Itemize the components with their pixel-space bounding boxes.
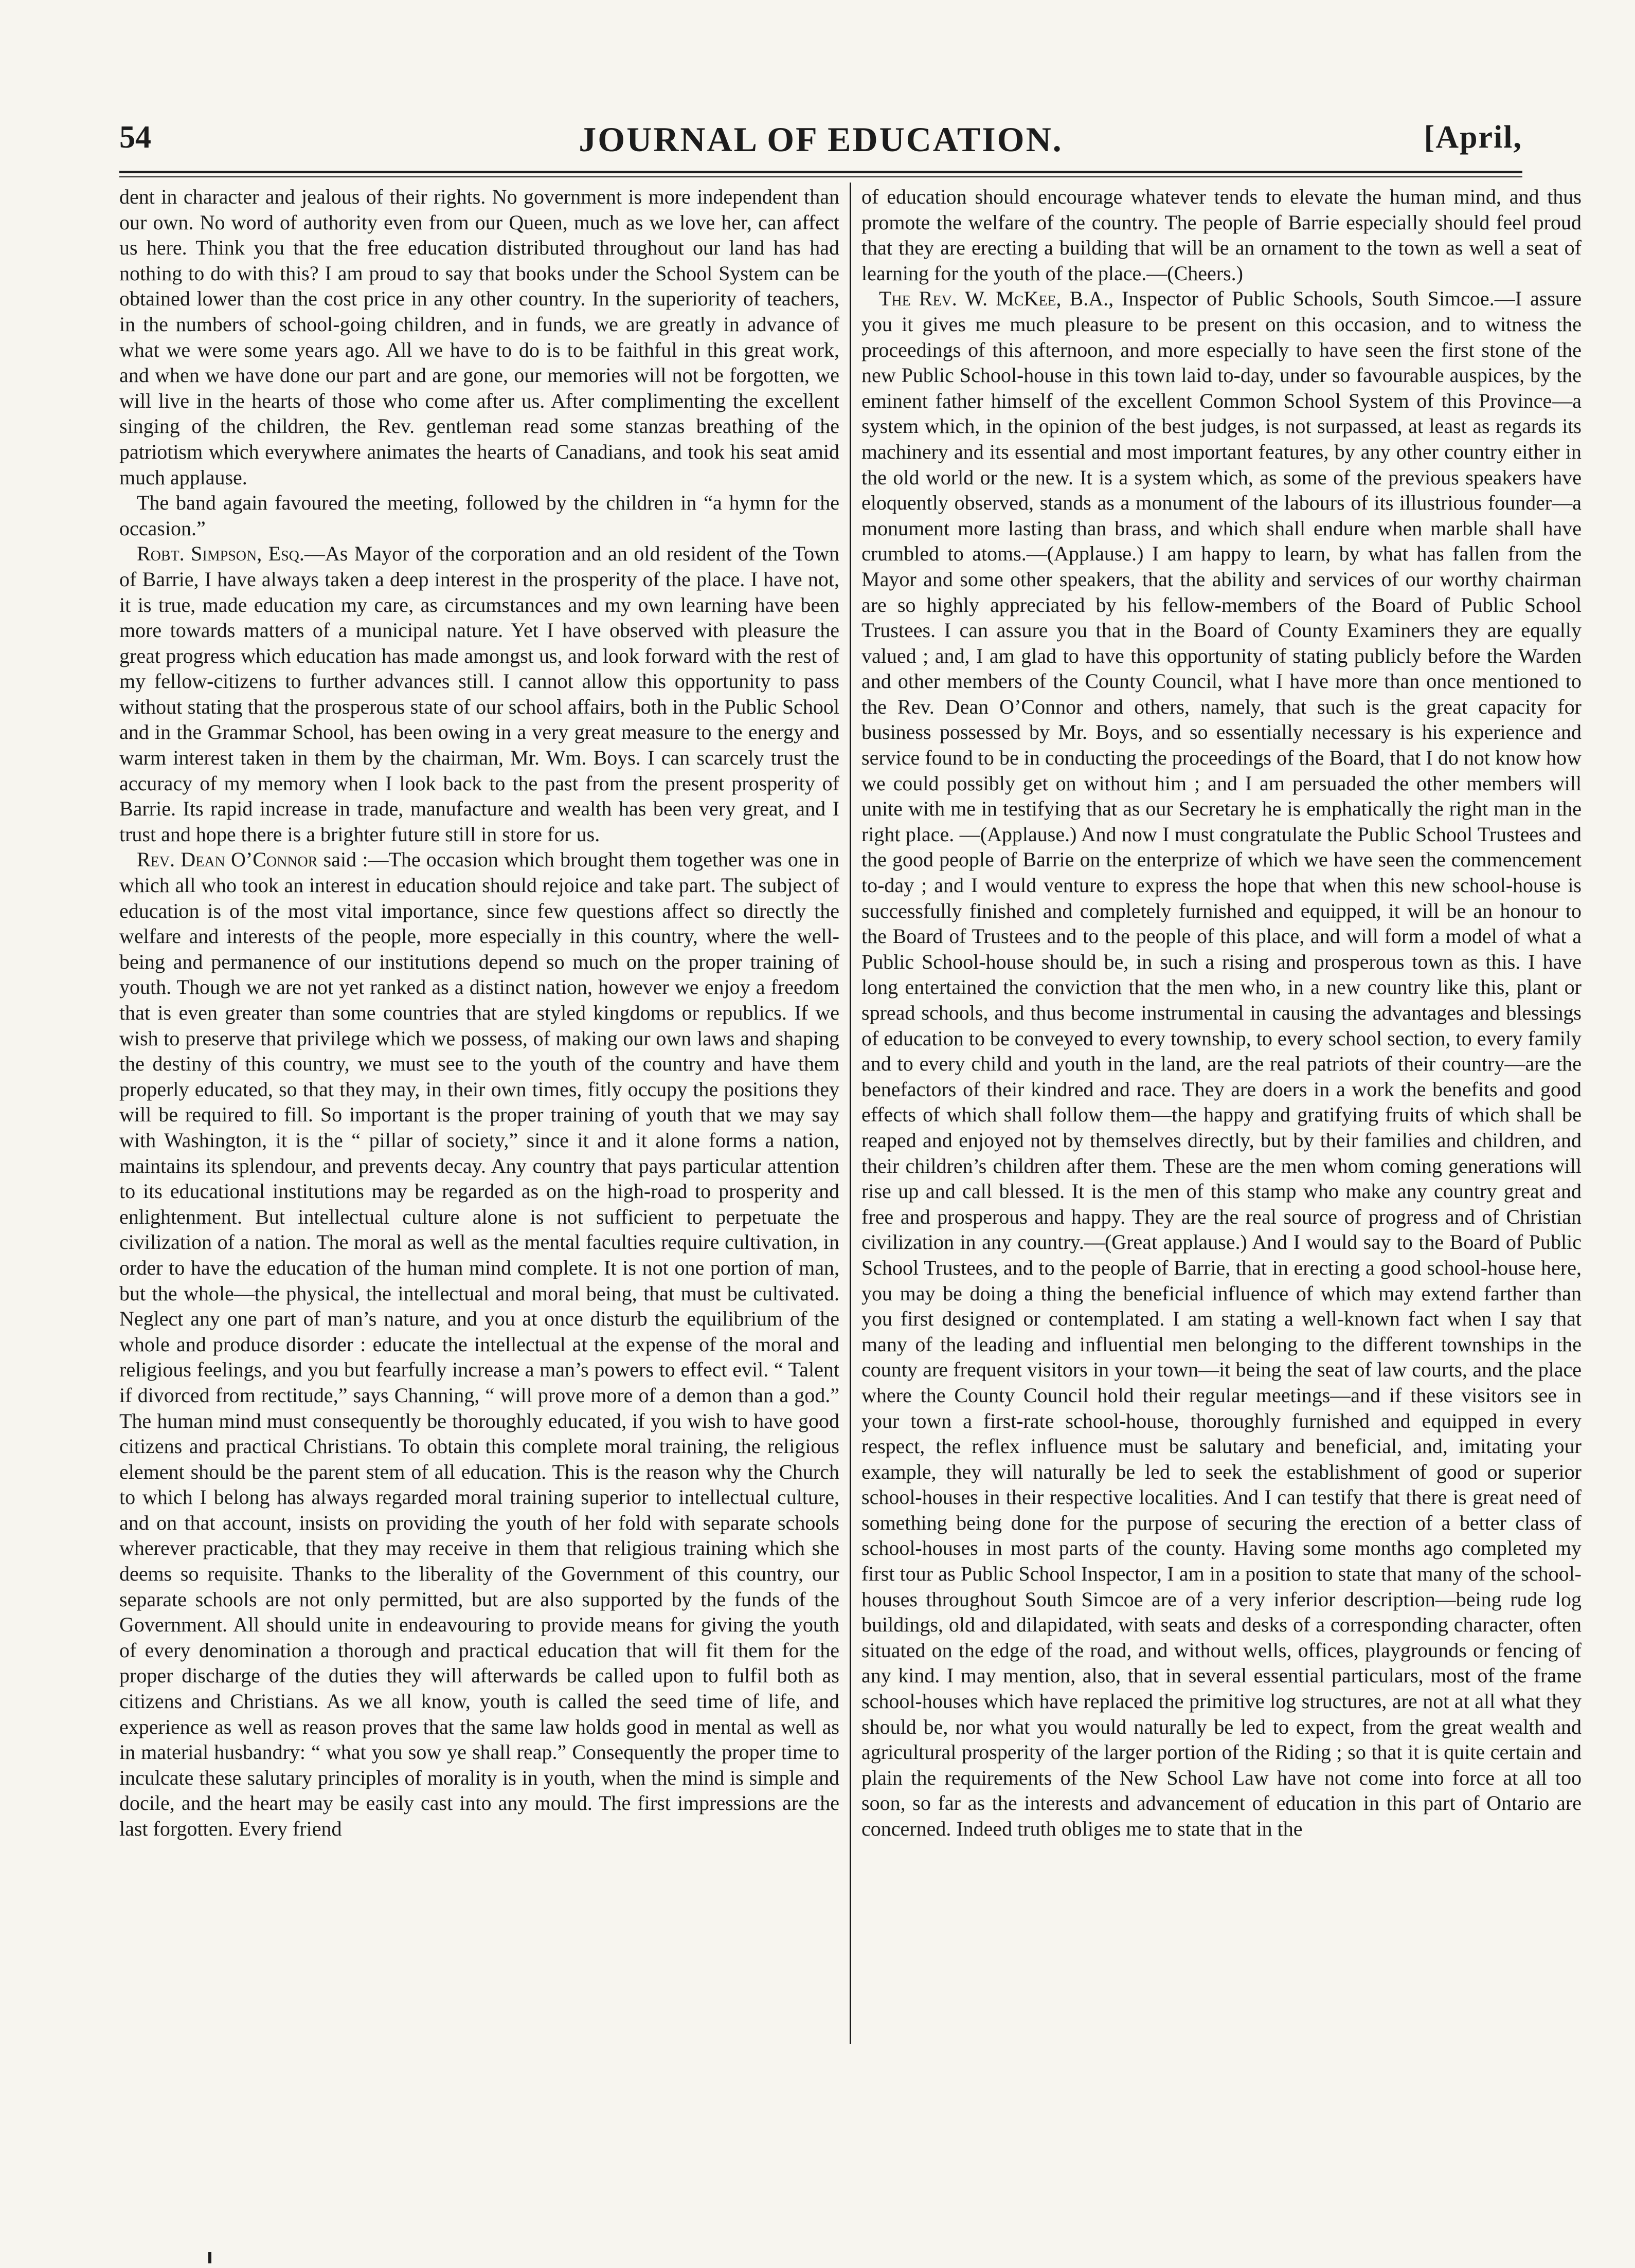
page-number: 54: [119, 120, 151, 155]
left-paragraph-band: The band again favoured the meeting, followed by the children in “a hymn for the occasion.”: [119, 491, 839, 540]
left-paragraph-mayor: [119, 541, 839, 847]
left-paragraph-continued: dent in character and jealous of their rights. No government is more independent than our own. No word of authority even from our Queen, much as we love her, can affect us here. Think you that the free education distributed throughout our land has had nothing to do with this? I am proud to say that books under the School System can be obtained lower than the cost price in any other country. In the superiority of teachers, in the numbers of school-going children, and in funds, we are greatly in advance of what we were some years ago. All we have to do is to be faithful in this great work, and when we have done our part and are gone, our memories will not be forgotten, we will live in the hearts of those who come after us. After complimenting the excellent singing of the children, the Rev. gentleman read some stanzas breathing of the patriotism which everywhere animates the hearts of Canadians, and took his seat amid much applause.: [119, 185, 839, 489]
speaker-name-dean: Rev. Dean O’Connor: [137, 848, 318, 872]
column-divider: [850, 183, 851, 2044]
journal-title: JOURNAL OF EDUCATION.: [579, 120, 1063, 159]
speaker-name-mayor: Robt. Simpson, Esq.: [137, 542, 304, 566]
right-paragraph-inspector: [861, 286, 1582, 1841]
header-rule-thin: [119, 176, 1522, 177]
page-header: [119, 119, 1522, 166]
issue-month: [April,: [1424, 120, 1522, 155]
dean-speech: said :—The occasion which brought them together was one in which all who took an interest in education should rejoice and take part. The subject of education is of the most vital importance, since few questions affect so directly the welfare and interests of the people, more especially in this country, where the well-being and permanence of our institutions depend so much on the proper training of youth. Though we are not yet ranked as a distinct nation, however we enjoy a freedom that is even greater than some countries that are styled kingdoms or republics. If we wish to preserve that privilege which we possess, of making our own laws and shaping the destiny of this country, we must see to the youth of the country and have them properly educated, so that they may, in their own times, fitly occupy the positions they will be required to fill. So important is the proper training of youth that we may say with Washington, it is the “ pillar of society,” since it and it alone forms a nation, maintains its splendour, and prevents decay. Any country that pays particular attention to its educational institutions may be regarded as on the high-road to prosperity and enlightenment. But intellectual culture alone is not sufficient to perpetuate the civilization of a nation. The moral as well as the mental faculties require cultivation, in order to have the education of the human mind complete. It is not one portion of man, but the whole—the physical, the intellectual and moral being, that must be cultivated. Neglect any one part of man’s nature, and you at once disturb the equilibrium of the whole and produce disorder : educate the intellectual at the expense of the moral and religious feelings, and you but fearfully increase a man’s powers to effect evil. “ Talent if divorced from rectitude,” says Channing, “ will prove more of a demon than a god.” The human mind must consequently be thoroughly educated, if you wish to have good citizens and practical Christians. To obtain this complete moral training, the religious element should be the parent stem of all education. This is the reason why the Church to which I belong has always regarded moral training superior to intellectual culture, and on that account, insists on providing the youth of her fold with separate schools wherever practicable, that they may receive in them that religious training which she deems so requisite. Thanks to the liberality of the Government of this country, our separate schools are not only permitted, but are also supported by the funds of the Government. All should unite in endeavouring to provide means for giving the youth of every denomination a thorough and practical education that will fit them for the proper discharge of the duties they will afterwards be called upon to fulfil both as citizens and Christians. As we all know, youth is called the seed time of life, and experience as well as reason proves that the same law holds good in mental as well as in material husbandry: “ what you sow ye shall reap.” Consequently the proper time to inculcate these salutary principles of morality is in youth, when the mind is simple and docile, and the heart may be easily cast into any mould. The first impressions are the last forgotten. Every friend: [119, 848, 839, 1840]
speaker-name-inspector: The Rev. W. McKee, B.A.: [879, 287, 1109, 311]
inspector-speech: , Inspector of Public Schools, South Simcoe.—I assure you it gives me much pleasure to be present on this occasion, and to witness the proceedings of this afternoon, and more especially to have seen the first stone of the new Public School-house in this town laid to-day, under so favourable auspices, by the eminent father himself of the excellent Common School System of this Province—a system which, in the opinion of the best judges, is not surpassed, at least as regards its machinery and its essential and most important features, by any other country either in the old world or the new. It is a system which, as some of the previous speakers have eloquently observed, stands as a monument of the labours of its illustrious founder—a monument more lasting than brass, and which shall endure when marble shall have crumbled to atoms.—(Applause.) I am happy to learn, by what has fallen from the Mayor and some other speakers, that the ability and services of our worthy chairman are so highly appreciated by his fellow-members of the Board of Public School Trustees. I can assure you that in the Board of County Examiners they are equally valued ; and, I am glad to have this opportunity of stating publicly before the Warden and other members of the County Council, what I have more than once mentioned to the Rev. Dean O’Connor and others, namely, that such is the great capacity for business possessed by Mr. Boys, and so essentially necessary is his experience and service found to be in conducting the proceedings of the Board, that I do not know how we could possibly get on without him ; and I am persuaded the other members will unite with me in testifying that as our Secretary he is emphatically the right man in the right place. —(Applause.) And now I must congratulate the Public School Trustees and the good people of Barrie on the enterprize of which we have seen the commencement to-day ; and I would venture to express the hope that when this new school-house is successfully finished and completely furnished and equipped, it will be an honour to the Board of Trustees and to the people of this place, and will form a model of what a Public School-house should be, in such a rising and prosperous town as this. I have long entertained the conviction that the men who, in a new country like this, plant or spread schools, and thus become instrumental in causing the advantages and blessings of education to be conveyed to every township, to every school section, to every family and to every child and youth in the land, are the real patriots of their country—are the benefactors of their kindred and race. They are doers in a work the benefits and good effects of which shall follow them—the happy and gratifying fruits of which shall be reaped and enjoyed not by themselves directly, but by their families and children, and their children’s children after them. These are the men whom coming generations will rise up and call blessed. It is the men of this stamp who make any country great and free and prosperous and happy. They are the real source of progress and of Christian civilization in any country.—(Great applause.) And I would say to the Board of Public School Trustees, and to the people of Barrie, that in erecting a good school-house here, you may be doing a thing the beneficial influence of which may extend farther than you first designed or contemplated. I am stating a well-known fact when I say that many of the leading and influential men belonging to the different townships in the county are frequent visitors in your town—it being the seat of law courts, and the place where the County Council hold their regular meetings—and if these visitors see in your town a first-rate school-house, thoroughly furnished and equipped in every respect, the reflex influence must be salutary and beneficial, and, imitating your example, they will naturally be led to seek the establishment of good or superior school-houses in their respective localities. And I can testify that there is great need of something being done for the purpose of securing the erection of a better class of school-houses in most parts of the county. Having some months ago completed my first tour as Public School Inspector, I am in a position to state that many of the school-houses throughout South Simcoe are of a very inferior description—being rude log buildings, old and dilapidated, with seats and desks of a corresponding character, often situated on the edge of the road, and without wells, offices, playgrounds or fencing of any kind. I may mention, also, that in several essential particulars, most of the frame school-houses which have replaced the primitive log structures, are not at all what they should be, nor what you would naturally be led to expect, from the great wealth and agricultural prosperity of the larger portion of the Riding ; so that it is quite certain and plain the requirements of the New School Law have not come into force at all too soon, so far as the interests and advancement of education in this part of Ontario are concerned. Indeed truth obliges me to state that in the: [861, 287, 1582, 1840]
right-paragraph-continued: of education should encourage whatever tends to elevate the human mind, and thus promote the welfare of the country. The people of Barrie especially should feel proud that they are erecting a building that will be an ornament to the town as well a seat of learning for the youth of the place.—(Cheers.): [861, 185, 1582, 285]
left-column: [119, 184, 839, 2035]
left-paragraph-dean: [119, 847, 839, 1841]
mayor-speech: —As Mayor of the corporation and an old resident of the Town of Barrie, I have always taken a deep interest in the prosperity of the place. I have not, it is true, made education my care, as circumstances and my own learning have been more towards matters of a municipal nature. Yet I have observed with pleasure the great progress which education has made amongst us, and look forward with the rest of my fellow-citizens to further advances still. I cannot allow this opportunity to pass without stating that the prosperous state of our school affairs, both in the Public School and in the Grammar School, has been owing in a very great measure to the energy and warm interest taken in them by the chairman, Mr. Wm. Boys. I can scarcely trust the accuracy of my memory when I look back to the past from the present prosperity of Barrie. Its rapid increase in trade, manufacture and wealth has been very great, and I trust and hope there is a brighter future still in store for us.: [119, 542, 839, 846]
header-rule-thick: [119, 171, 1522, 173]
bottom-tick-mark: [208, 2252, 211, 2263]
right-column: [861, 184, 1582, 2035]
